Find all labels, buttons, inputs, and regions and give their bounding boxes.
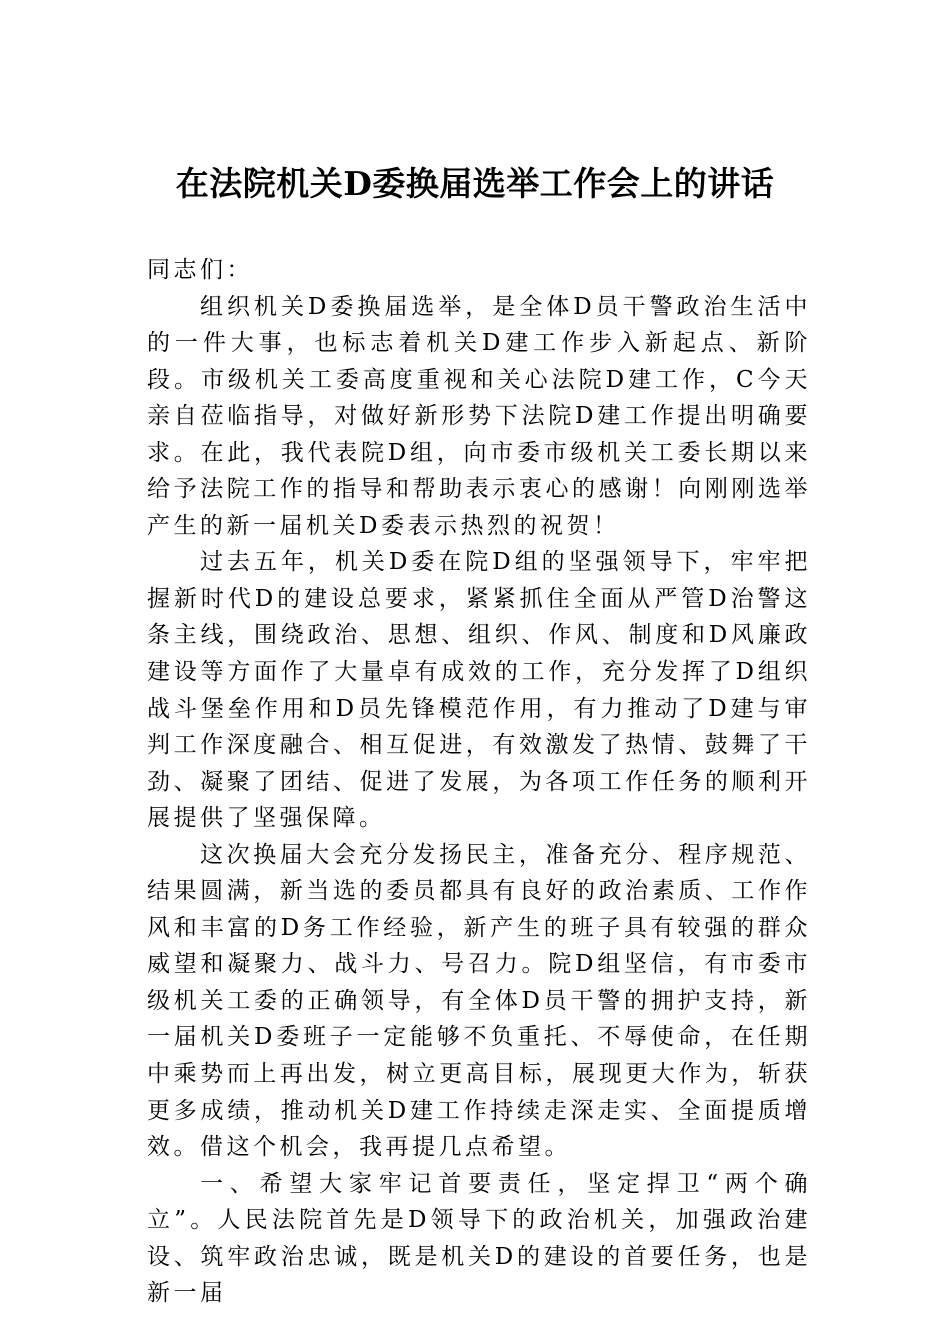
salutation: 同志们： <box>147 257 253 283</box>
paragraph-4: 一、希望大家牢记首要责任，坚定捍卫“两个确立”。人民法院首先是D领导下的政治机关，加强政治建设、筑牢政治忠诚，既是机关D的建设的首要任务，也是新一届 <box>147 1170 811 1307</box>
paragraph-1: 组织机关D委换届选举，是全体D员干警政治生活中的一件大事，也标志着机关D建工作步入新起点、新阶段。市级机关工委高度重视和关心法院D建工作，C今天亲自莅临指导，对做好新形势下法院D建工作提出明确要求。在此，我代表院D组，向市委市级机关工委长期以来给予法院工作的指导和帮助表示衷心的感谢！向刚刚选举产生的新一届机关D委表示热烈的祝贺！ <box>147 293 811 539</box>
document-title: 在法院机关D委换届选举工作会上的讲话 <box>175 164 775 203</box>
document-body <box>147 252 811 1312</box>
paragraph-3: 这次换届大会充分发扬民主，准备充分、程序规范、结果圆满，新当选的委员都具有良好的政治素质、工作作风和丰富的D务工作经验，新产生的班子具有较强的群众威望和凝聚力、战斗力、号召力。院D组坚信，有市委市级机关工委的正确领导，有全体D员干警的拥护支持，新一届机关D委班子一定能够不负重托、不辱使命，在任期中乘势而上再出发，树立更高目标，展现更大作为，斩获更多成绩，推动机关D建工作持续走深走实、全面提质增效。借这个机会，我再提几点希望。 <box>147 841 811 1161</box>
paragraph-2: 过去五年，机关D委在院D组的坚强领导下，牢牢把握新时代D的建设总要求，紧紧抓住全面从严管D治警这条主线，围绕政治、思想、组织、作风、制度和D风廉政建设等方面作了大量卓有成效的工作，充分发挥了D组织战斗堡垒作用和D员先锋模范作用，有力推动了D建与审判工作深度融合、相互促进，有效激发了热情、鼓舞了干劲、凝聚了团结、促进了发展，为各项工作任务的顺利开展提供了坚强保障。 <box>147 549 811 832</box>
